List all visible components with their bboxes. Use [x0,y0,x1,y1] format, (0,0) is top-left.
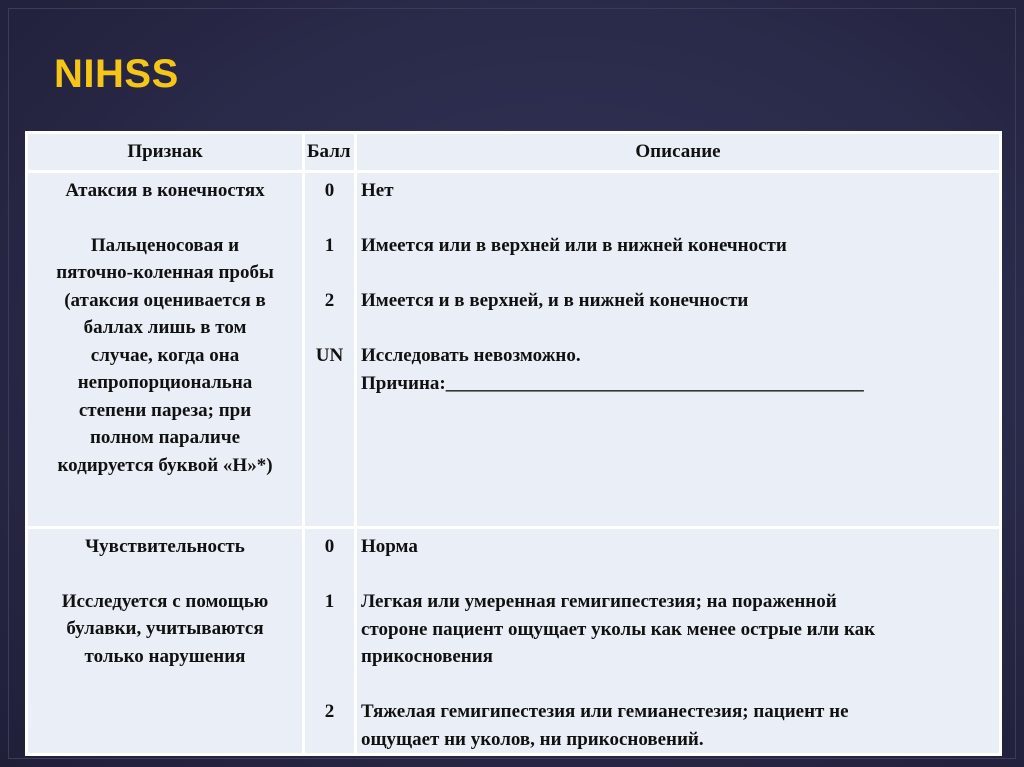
score-value: 1 [324,235,335,256]
sign-title: Чувствительность [85,536,245,557]
score-cell-sensitivity [304,528,356,755]
description-text: стороне пациент ощущает уколы как менее острые или как [361,618,876,640]
table-header-row [27,133,1001,172]
score-value: 0 [324,180,335,201]
table-row-ataxia [27,172,1001,528]
sign-line: баллах лишь в том [83,317,247,338]
sign-cell-ataxia [27,172,304,528]
description-cell-ataxia [356,172,1001,528]
sign-line: случае, когда она [90,344,240,366]
sign-title: Атаксия в конечностях [65,180,265,201]
sign-line: только нарушения [84,645,246,667]
sign-line: непропорциональна [77,372,253,393]
sign-line: Исследуется с помощью [61,590,269,612]
sign-line: кодируется буквой «Н»*) [57,454,273,476]
score-cell-ataxia [304,172,356,528]
header-description: Описание [356,133,1001,172]
description-text: Исследовать невозможно. [361,345,581,366]
description-text: прикосновения [361,646,493,667]
sign-cell-sensitivity [27,528,304,755]
description-text: Тяжелая гемигипестезия или гемианестезия; пациент не [361,701,849,722]
sign-line: (атаксия оценивается в [64,289,266,311]
description-cell-sensitivity [356,528,1001,755]
table-row-sensitivity [27,528,1001,755]
description-text: Норма [361,536,418,557]
sign-line: пяточно-коленная пробы [56,262,274,283]
header-score: Балл [304,133,356,172]
description-text: ощущает ни уколов, ни прикосновений. [361,728,704,750]
description-text: Нет [361,180,394,201]
description-text: Легкая или умеренная гемигипестезия; на пораженной [361,591,837,612]
score-value: 0 [324,536,335,557]
score-value: 2 [324,290,335,311]
slide-title: NIHSS [54,52,179,96]
description-text: Имеется или в верхней или в нижней конечности [361,235,787,256]
score-value: 2 [324,701,335,722]
header-sign: Признак [27,133,304,172]
sign-line: булавки, учитываются [66,618,264,639]
sign-line: Пальценосовая и [90,234,240,256]
score-value: 1 [324,591,335,612]
sign-line: степени пареза; при [78,399,252,421]
nihss-table [25,131,1002,756]
description-text: Имеется и в верхней, и в нижней конечности [361,290,749,311]
description-text: Причина:____________________________________________ [361,372,864,394]
score-value: UN [315,345,344,366]
sign-line: полном параличе [89,427,241,448]
